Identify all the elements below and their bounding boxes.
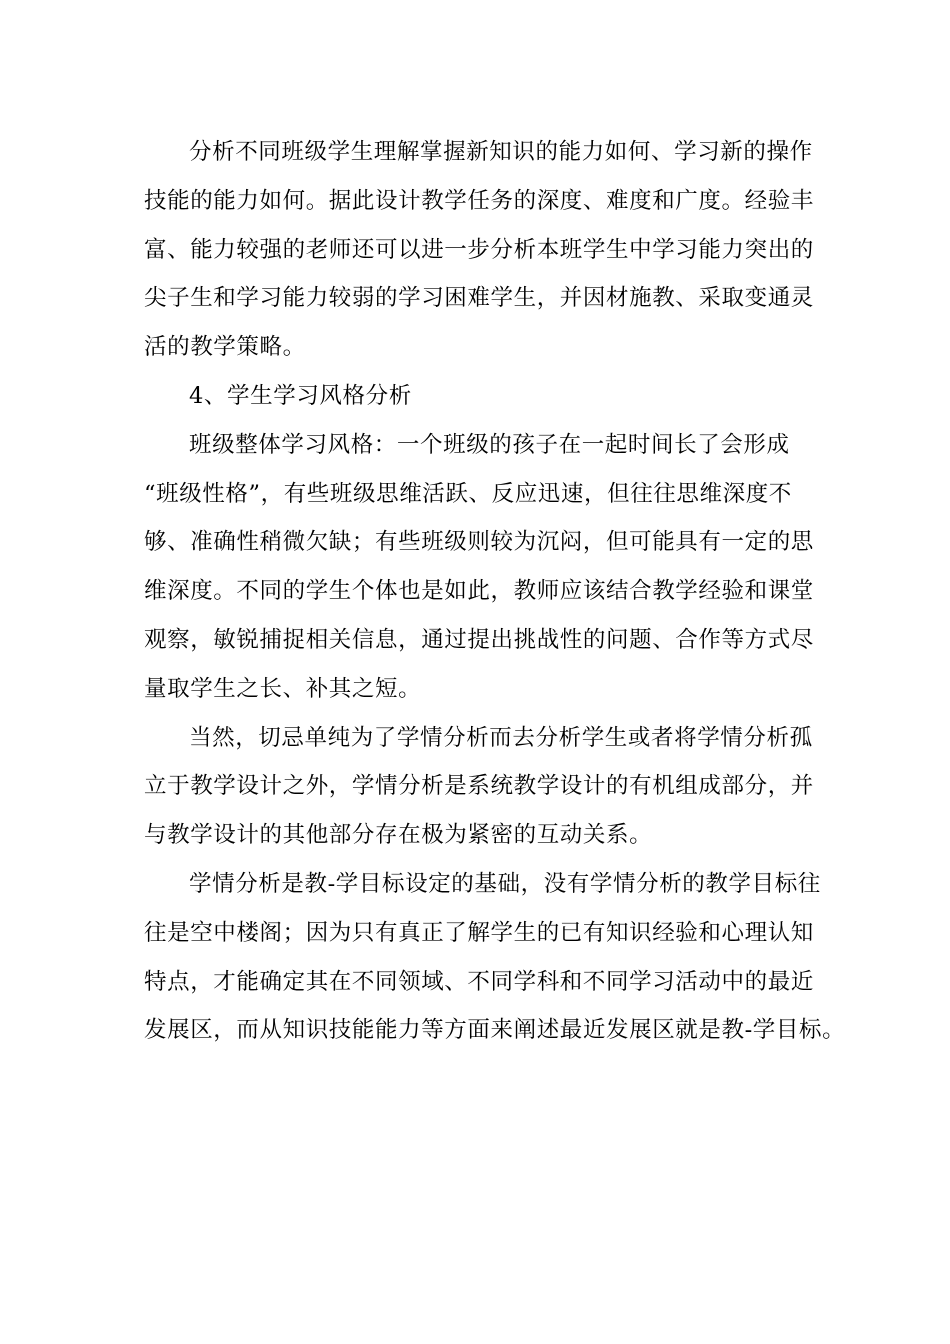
text-line: 尖子生和学习能力较弱的学习困难学生，并因材施教、采取变通灵 xyxy=(144,285,814,312)
text-line: 活的教学策略。 xyxy=(144,334,306,361)
text-line: 富、能力较强的老师还可以进一步分析本班学生中学习能力突出的 xyxy=(144,236,814,263)
text-line: 量取学生之长、补其之短。 xyxy=(144,675,422,702)
text-line: 班级整体学习风格：一个班级的孩子在一起时间长了会形成 xyxy=(189,431,790,458)
text-line: 技能的能力如何。据此设计教学任务的深度、难度和广度。经验丰 xyxy=(144,187,814,214)
text-line: 往是空中楼阁；因为只有真正了解学生的已有知识经验和心理认知 xyxy=(144,919,814,946)
text-line: 立于教学设计之外，学情分析是系统教学设计的有机组成部分，并 xyxy=(144,773,814,800)
body-text xyxy=(144,128,846,1055)
text-line: 观察，敏锐捕捉相关信息，通过提出挑战性的问题、合作等方式尽 xyxy=(144,626,814,653)
text-line: 够、准确性稍微欠缺；有些班级则较为沉闷，但可能具有一定的思 xyxy=(144,529,814,556)
text-line: 特点，才能确定其在不同领域、不同学科和不同学习活动中的最近 xyxy=(144,968,814,995)
text-line: 发展区，而从知识技能能力等方面来阐述最近发展区就是教-学目标。 xyxy=(144,1017,846,1044)
section-heading: 4、学生学习风格分析 xyxy=(189,382,412,409)
text-line: 当然，切忌单纯为了学情分析而去分析学生或者将学情分析孤 xyxy=(189,724,813,751)
text-line: 维深度。不同的学生个体也是如此，教师应该结合教学经验和课堂 xyxy=(144,578,814,605)
text-line: “班级性格”，有些班级思维活跃、反应迅速，但往往思维深度不 xyxy=(144,480,792,507)
text-line: 与教学设计的其他部分存在极为紧密的互动关系。 xyxy=(144,822,653,849)
text-line: 学情分析是教-学目标设定的基础，没有学情分析的教学目标往 xyxy=(189,870,821,897)
text-line: 分析不同班级学生理解掌握新知识的能力如何、学习新的操作 xyxy=(189,139,813,165)
